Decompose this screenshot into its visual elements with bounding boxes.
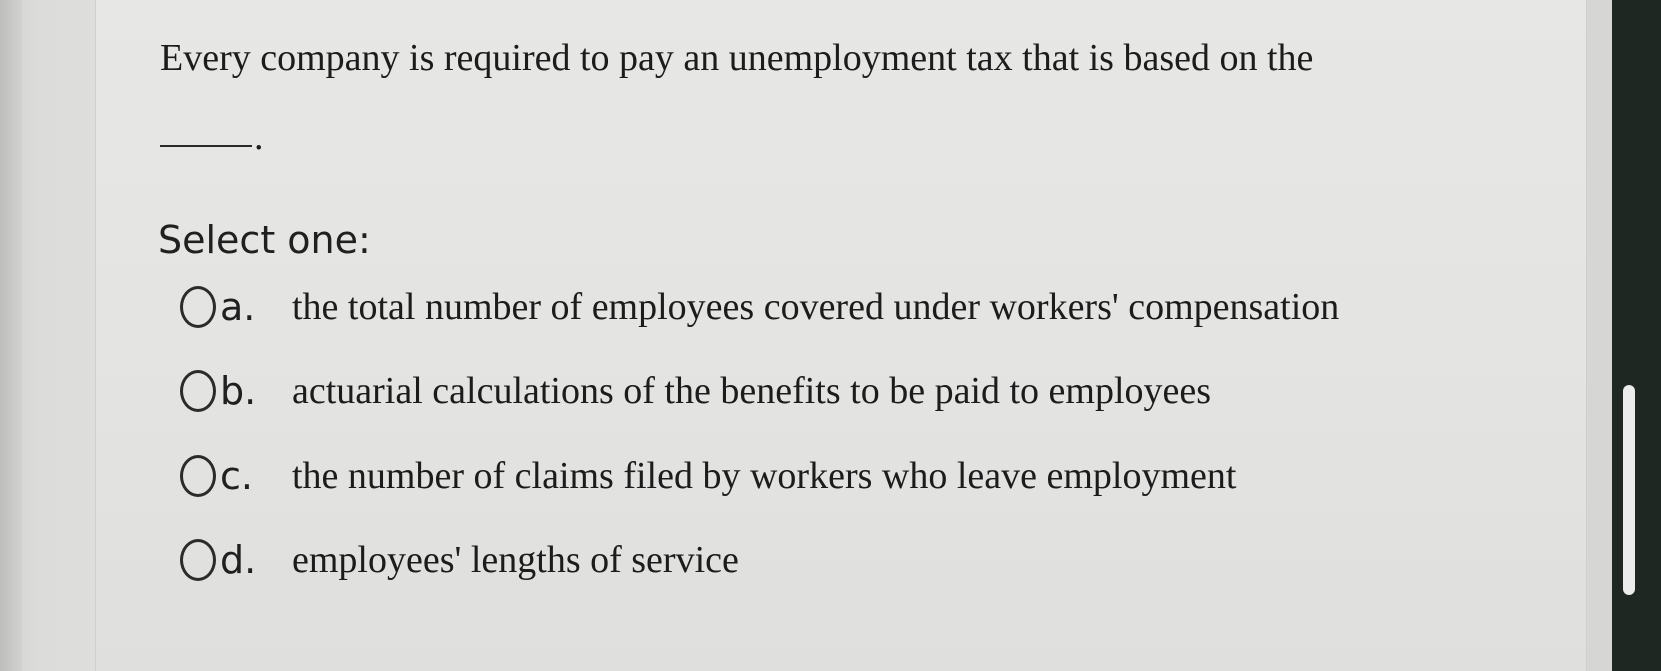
option-letter: a. [220, 285, 256, 329]
radio-button-icon[interactable] [180, 370, 216, 412]
option-label[interactable]: actuarial calculations of the benefits to be paid to employees [292, 370, 1212, 412]
option-label[interactable]: the total number of employees covered under workers' compensation [292, 286, 1340, 328]
option-c[interactable] [180, 446, 1236, 506]
option-letter: b. [220, 369, 257, 413]
answer-blank [160, 116, 264, 158]
option-letter: d. [220, 538, 257, 582]
scrollbar-track[interactable] [1612, 0, 1661, 671]
option-d[interactable] [180, 530, 739, 590]
select-one-prompt: Select one: [158, 218, 371, 262]
blank-underline [160, 145, 252, 147]
scrollbar-thumb[interactable] [1623, 385, 1635, 595]
option-label[interactable]: the number of claims filed by workers who leave employment [292, 455, 1237, 497]
radio-button-icon[interactable] [180, 455, 216, 497]
radio-button-icon[interactable] [180, 539, 216, 581]
radio-button-icon[interactable] [180, 286, 216, 328]
option-b[interactable] [180, 361, 1211, 421]
option-a[interactable] [180, 277, 1339, 337]
blank-period: . [254, 116, 264, 158]
option-letter: c. [220, 454, 253, 498]
question-text: Every company is required to pay an unemployment tax that is based on the [160, 37, 1314, 79]
window-left-edge [0, 0, 22, 671]
option-label[interactable]: employees' lengths of service [292, 539, 739, 581]
